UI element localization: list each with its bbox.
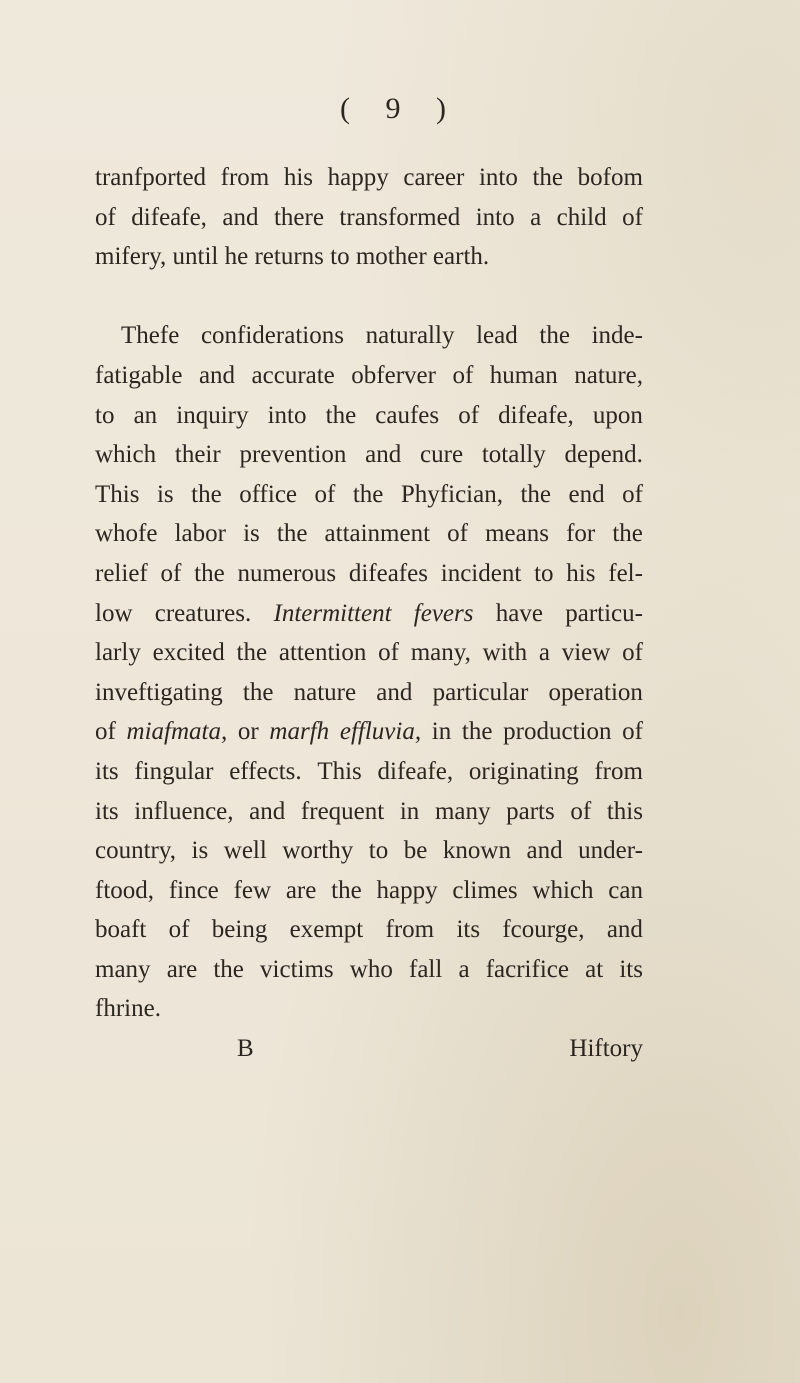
word: which: [532, 876, 594, 904]
word: the: [461, 718, 493, 746]
word: returns: [254, 243, 331, 271]
word: victims: [260, 955, 334, 983]
word: office: [239, 480, 298, 508]
word: difeafes: [348, 559, 428, 587]
word: difeafe,: [131, 203, 207, 231]
word: relief: [95, 559, 148, 587]
word: have: [495, 599, 543, 627]
word: an: [133, 401, 158, 429]
signature-mark: B: [237, 1035, 254, 1063]
word: the: [520, 480, 552, 508]
text-line: [95, 514, 643, 554]
word: country,: [95, 837, 176, 865]
text-line: [95, 792, 643, 832]
word: happy: [327, 164, 389, 191]
word: until: [172, 243, 225, 271]
word: the: [213, 955, 244, 983]
text-line: [95, 633, 643, 673]
word: the: [352, 480, 384, 508]
text-line: [95, 554, 643, 594]
word: production: [503, 718, 612, 746]
text-line: [95, 396, 643, 436]
word: excited: [152, 639, 225, 667]
word: lead: [476, 322, 518, 350]
word: of: [95, 718, 116, 746]
word: tranfported: [95, 164, 207, 191]
word: under-: [578, 837, 643, 865]
text-line: [95, 989, 643, 1029]
word: earth.: [432, 243, 490, 271]
text-line: [95, 435, 643, 475]
word: the: [191, 480, 222, 508]
text-line: [95, 712, 643, 752]
word: into: [475, 203, 515, 231]
text-line: [95, 316, 643, 356]
word: the: [276, 520, 308, 548]
word: low: [95, 599, 133, 627]
word: into: [267, 401, 307, 429]
word: of: [447, 520, 468, 548]
word: many: [95, 955, 151, 983]
word: who: [349, 955, 393, 983]
word: upon: [592, 401, 643, 429]
text-line: [95, 198, 643, 238]
word: numerous: [237, 559, 337, 587]
word: cure: [420, 441, 464, 469]
word: of: [95, 203, 116, 231]
word: of: [622, 639, 643, 667]
word: incident: [440, 559, 522, 587]
word: of: [168, 916, 190, 944]
word: this: [606, 797, 643, 825]
word: Phyfician,: [400, 480, 503, 508]
word: to: [534, 559, 554, 587]
word: into: [478, 164, 518, 191]
word: transformed: [339, 203, 461, 231]
word: at: [585, 955, 604, 983]
word: influence,: [134, 797, 234, 825]
word: nature: [293, 678, 357, 706]
word: Intermittent: [273, 599, 392, 627]
word: well: [223, 837, 267, 865]
word: difeafe,: [377, 757, 454, 785]
word: fcourge,: [502, 916, 585, 944]
word: is: [243, 520, 260, 548]
word: bofom: [577, 164, 643, 191]
word: accurate: [251, 361, 335, 389]
word: caufes: [375, 401, 440, 429]
word: of: [622, 203, 643, 231]
word: inde-: [591, 322, 643, 350]
word: its: [95, 757, 119, 785]
word: are: [285, 876, 317, 904]
word: of: [458, 401, 480, 429]
word: from: [220, 164, 270, 191]
word: with: [482, 639, 528, 667]
word: in: [399, 797, 420, 825]
word: particu-: [565, 599, 643, 627]
word: the: [612, 520, 643, 548]
word: operation: [548, 678, 643, 706]
word: human: [489, 361, 558, 389]
word: happy: [376, 876, 438, 904]
page-footer: [95, 1029, 643, 1069]
word: This: [317, 757, 362, 785]
text-line: [95, 950, 643, 990]
word: fall: [409, 955, 443, 983]
word: is: [191, 837, 209, 865]
word: a: [538, 639, 550, 667]
text-line: [95, 752, 643, 792]
word: and: [249, 797, 286, 825]
word: the: [331, 876, 362, 904]
word: fatigable: [95, 361, 183, 389]
body-text: [95, 158, 643, 1069]
text-line: [95, 594, 643, 634]
word: labor: [174, 520, 226, 548]
word: naturally: [365, 322, 455, 350]
word: there: [273, 203, 324, 231]
word: of: [452, 361, 474, 389]
word: view: [561, 639, 611, 667]
word: and: [376, 678, 413, 706]
word: he: [224, 243, 255, 271]
text-line: [95, 356, 643, 396]
word: a: [458, 955, 470, 983]
word: attainment: [324, 520, 431, 548]
word: fhrine.: [95, 995, 161, 1023]
word: larly: [95, 639, 141, 667]
word: is: [156, 480, 174, 508]
word: boaft: [95, 916, 147, 944]
word: exempt: [289, 916, 364, 944]
word: mifery,: [95, 243, 173, 271]
word: marfh: [269, 718, 330, 746]
word: of: [570, 797, 592, 825]
word: few: [233, 876, 272, 904]
word: its: [95, 797, 119, 825]
word: ftood,: [95, 876, 155, 904]
word: inveftigating: [95, 678, 223, 706]
word: nature,: [574, 361, 643, 389]
word: frequent: [300, 797, 385, 825]
word: climes: [452, 876, 518, 904]
word: whofe: [95, 520, 158, 548]
word: of: [378, 639, 399, 667]
word: attention: [278, 639, 367, 667]
word: a: [530, 203, 542, 231]
word: obferver: [351, 361, 436, 389]
word: Thefe: [121, 322, 180, 350]
word: facrifice: [485, 955, 569, 983]
word: inquiry: [176, 401, 249, 429]
word: mother: [355, 243, 433, 271]
word: fingular: [134, 757, 214, 785]
word: the: [325, 401, 357, 429]
word: particular: [432, 678, 529, 706]
word: career: [403, 164, 465, 191]
word: end: [568, 480, 605, 508]
word: difeafe,: [498, 401, 574, 429]
word: This: [95, 480, 140, 508]
word: fevers: [413, 599, 474, 627]
word: depend.: [564, 441, 643, 469]
text-line: [95, 475, 643, 515]
word: prevention: [239, 441, 347, 469]
word: originating: [468, 757, 579, 785]
word: can: [608, 876, 643, 904]
paragraph-gap: [95, 277, 643, 317]
word: many: [434, 797, 491, 825]
word: being: [211, 916, 268, 944]
word: to: [330, 243, 356, 271]
text-line: [95, 673, 643, 713]
word: known: [442, 837, 511, 865]
text-line: [95, 237, 643, 277]
word: of: [314, 480, 336, 508]
word: the: [539, 322, 570, 350]
word: be: [403, 837, 428, 865]
word: and: [365, 441, 402, 469]
text-line: [95, 871, 643, 911]
word: and: [526, 837, 563, 865]
page-number: ( 9 ): [340, 92, 460, 125]
word: child: [556, 203, 607, 231]
word: fel-: [608, 559, 643, 587]
word: effects.: [229, 757, 302, 785]
word: its: [619, 955, 643, 983]
word: for: [566, 520, 596, 548]
word: to: [368, 837, 389, 865]
text-line: [95, 831, 643, 871]
word: his: [566, 559, 596, 587]
word: confiderations: [200, 322, 344, 350]
word: which: [95, 441, 157, 469]
word: in: [431, 718, 452, 746]
word: the: [194, 559, 225, 587]
word: the: [236, 639, 268, 667]
word: his: [283, 164, 314, 191]
word: are: [166, 955, 198, 983]
word: of: [160, 559, 182, 587]
word: of: [622, 480, 643, 508]
word: fince: [168, 876, 219, 904]
word: and: [606, 916, 643, 944]
word: the: [532, 164, 564, 191]
word: and: [222, 203, 259, 231]
word: totally: [481, 441, 546, 469]
word: effluvia,: [339, 718, 422, 746]
word: means: [485, 520, 549, 548]
word: of: [622, 718, 643, 746]
text-line: [95, 158, 643, 198]
word: from: [385, 916, 435, 944]
text-line: [95, 910, 643, 950]
word: worthy: [282, 837, 354, 865]
word: the: [242, 678, 274, 706]
word: or: [237, 718, 259, 746]
word: and: [198, 361, 236, 389]
word: its: [456, 916, 481, 944]
word: their: [174, 441, 221, 469]
catchword: Hiftory: [569, 1035, 643, 1063]
word: to: [95, 401, 115, 429]
word: many,: [410, 639, 471, 667]
word: miafmata,: [126, 718, 228, 746]
word: creatures.: [154, 599, 252, 627]
word: from: [594, 757, 643, 785]
word: parts: [506, 797, 555, 825]
